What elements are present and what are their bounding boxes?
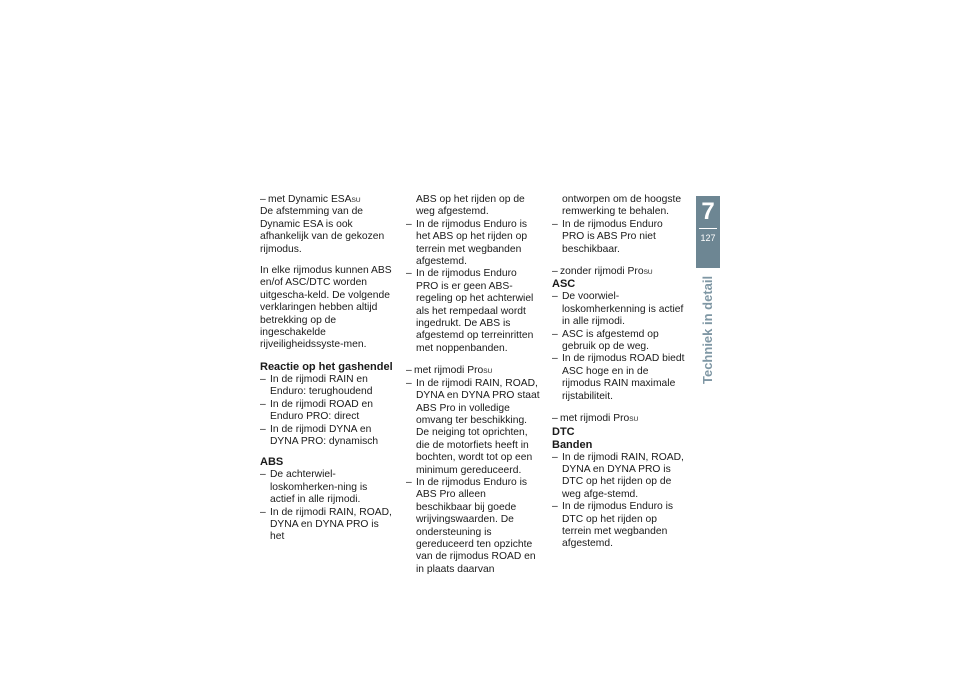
abs-continued-list — [406, 194, 540, 355]
riding-modes-pro-heading: – met rijmodi Pro SU — [406, 365, 493, 377]
abs-list — [260, 469, 394, 543]
list-item: – In de rijmodus ROAD biedt ASC hoge en in de rijmodus RAIN maximale rijstabiliteit. — [552, 353, 686, 403]
throttle-heading: Reactie op het gashendel — [260, 360, 393, 373]
list-item: – In de rijmodus Enduro PRO is er geen ABS-regeling op het achterwiel als het rempedaal wordt ingedrukt. De ABS is afgestemd op terreinritten met noppenbanden. — [406, 268, 540, 355]
text-column-1 — [260, 194, 394, 544]
throttle-list — [260, 374, 394, 448]
asc-heading: ASC — [552, 278, 576, 291]
chapter-number: 7 — [701, 198, 715, 225]
list-item: – In de rijmodi RAIN, ROAD, DYNA en DYNA PRO is het — [260, 507, 394, 544]
dash-marker: – — [260, 194, 266, 205]
list-item: – In de rijmodus Enduro is ABS Pro alleen beschikbaar bij goede wrijvingswaarden. De ondersteuning is gereduceerd ten opzichte van de rijmodus ROAD en in plaats daarvan — [406, 477, 540, 576]
abs-heading: ABS — [260, 456, 284, 469]
list-item: – In de rijmodi ROAD en Enduro PRO: direct — [260, 399, 394, 424]
dash-marker: – — [406, 365, 412, 377]
deactivation-paragraph: In elke rijmodus kunnen ABS en/of ASC/DTC worden uitgescha-keld. De volgende verklaringen hebben altijd betrekking op de ingeschakelde rijveiligheidssyste-men. — [260, 265, 392, 351]
list-item: – In de rijmodi RAIN, ROAD, DYNA en DYNA PRO staat ABS Pro in volledige omvang ter beschikking. De neiging tot oprichten, die de motorfiets heeft in bochten, wordt tot op een minimum gereduceerd. — [406, 378, 540, 477]
dynamic-esa-heading: – met Dynamic ESA SU — [260, 194, 361, 205]
riding-modes-pro-label: met rijmodi Pro — [560, 413, 630, 425]
list-item: – In de rijmodus Enduro PRO is ABS Pro niet beschikbaar. — [552, 219, 686, 256]
esa-paragraph: De afstemming van de Dynamic ESA is ook afhankelijk van de gekozen rijmodus. — [260, 206, 385, 255]
list-item: – De achterwiel-loskomherken-ning is actief in alle rijmodi. — [260, 469, 394, 506]
without-riding-modes-pro-heading: – zonder rijmodi Pro SU — [552, 266, 653, 278]
tyres-list — [552, 452, 686, 551]
list-item: – In de rijmodi DYNA en DYNA PRO: dynamisch — [260, 424, 394, 449]
list-item: – In de rijmodi RAIN, ROAD, DYNA en DYNA PRO is DTC op het rijden op de weg afge-stemd. — [552, 452, 686, 502]
tyres-heading: Banden — [552, 438, 593, 451]
chapter-tab — [696, 196, 720, 268]
text-column-3 — [552, 194, 686, 551]
abs-pro-list — [406, 378, 540, 577]
dynamic-esa-label: met Dynamic ESA — [268, 194, 352, 205]
dtc-heading: DTC — [552, 425, 575, 438]
list-item: – In de rijmodus Enduro is DTC op het rijden op terrein met wegbanden afgestemd. — [552, 501, 686, 551]
list-item-continued: ontworpen om de hoogste remwerking te behalen. — [562, 194, 682, 218]
list-item: – In de rijmodus Enduro is het ABS op het rijden op terrein met wegbanden afgestemd. — [406, 219, 540, 269]
list-item: – De voorwiel-loskomherkenning is actief in alle rijmodi. — [552, 291, 686, 328]
list-item: – In de rijmodi RAIN en Enduro: terughoudend — [260, 374, 394, 399]
abs-pro-continued-list — [552, 194, 686, 256]
asc-list — [552, 291, 686, 403]
riding-modes-pro-heading: – met rijmodi Pro SU — [552, 413, 639, 425]
section-title: Techniek in detail — [700, 276, 715, 385]
text-column-2 — [406, 194, 540, 576]
list-item: – ASC is afgestemd op gebruik op de weg. — [552, 329, 686, 354]
dash-marker: – — [552, 413, 558, 425]
chapter-divider — [699, 228, 717, 229]
dash-marker: – — [552, 266, 558, 278]
without-riding-modes-pro-label: zonder rijmodi Pro — [560, 266, 644, 278]
page-number: 127 — [700, 233, 716, 243]
riding-modes-pro-label: met rijmodi Pro — [414, 365, 484, 377]
list-item-continued: ABS op het rijden op de weg afgestemd. — [416, 194, 525, 218]
